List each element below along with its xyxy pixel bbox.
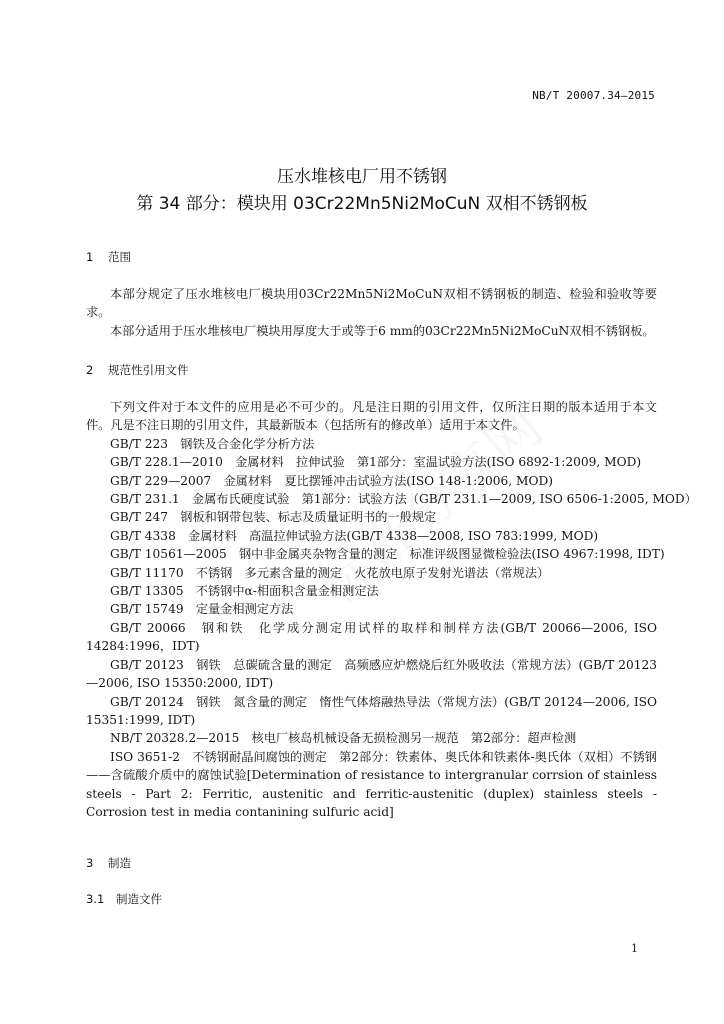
standard-code: NB/T 20007.34—2015 [532,89,655,102]
reference-item: GB/T 11170 不锈钢 多元素含量的测定 火花放电原子发射光谱法（常规法） [110,565,550,580]
section-1-body [86,285,657,340]
intro-paragraph: 下列文件对于本文件的应用是必不可少的。凡是注日期的引用文件，仅所注日期的版本适用于本文件。凡是不注日期的引用文件，其最新版本（包括所有的修改单）适用于本文件。 [86,400,657,433]
section-3-heading [86,855,131,871]
reference-item: GB/T 231.1 金属布氏硬度试验 第1部分：试验方法（GB/T 231.1—2009, ISO 6506-1:2005, MOD） [110,492,697,507]
section-number: 1 [86,250,94,264]
section-title: 制造文件 [116,892,162,906]
reference-item: ISO 3651-2 不锈钢耐晶间腐蚀的测定 第2部分：铁素体、奥氏体和铁素体-奥氏体（双相）不锈钢——含硫酸介质中的腐蚀试验[Determination of resistance to intergranular corrsion of stainless steels - Part 2: Ferritic, austenitic and ferritic-austenitic (duplex) stainless steels - Corrosion test in media contanining sulfuric acid] [86,749,657,819]
reference-item: GB/T 223 钢铁及合金化学分析方法 [110,436,315,451]
section-title: 制造 [108,856,131,870]
section-number: 2 [86,363,94,377]
reference-item: NB/T 20328.2—2015 核电厂核岛机械设备无损检测另一规范 第2部分：超声检测 [110,731,577,746]
reference-item: GB/T 20066 钢和铁 化学成分测定用试样的取样和制样方法(GB/T 20066—2006, ISO 14284:1996，IDT) [86,620,657,654]
reference-item: GB/T 228.1—2010 金属材料 拉伸试验 第1部分：室温试验方法(ISO 6892-1:2009, MOD) [110,455,642,470]
document-title-line1: 压水堆核电厂用不锈钢 [277,167,447,187]
section-2-heading [86,362,189,378]
reference-item: GB/T 10561—2005 钢中非金属夹杂物含量的测定 标准评级图显微检验法(ISO 4967:1998, IDT) [110,547,665,562]
section-number: 3.1 [86,892,105,906]
paragraph: 本部分适用于压水堆核电厂模块用厚度大于或等于6 mm的03Cr22Mn5Ni2MoCuN双相不锈钢板。 [110,323,655,338]
reference-item: GB/T 247 钢板和钢带包装、标志及质量证明书的一般规定 [110,510,437,525]
document-title-line2: 第 34 部分：模块用 03Cr22Mn5Ni2MoCuN 双相不锈钢板 [136,194,588,214]
section-2-body [86,398,697,821]
section-1-heading [86,249,131,265]
reference-item: GB/T 20124 钢铁 氮含量的测定 惰性气体熔融热导法（常规方法）(GB/T 20124—2006, ISO 15351:1999, IDT) [86,694,657,727]
section-number: 3 [86,856,94,870]
reference-item: GB/T 15749 定量金相测定方法 [110,602,294,617]
reference-item: GB/T 20123 钢铁 总碳硫含量的测定 高频感应炉燃烧后红外吸收法（常规方法）(GB/T 20123—2006, ISO 15350:2000, IDT) [86,657,657,691]
section-3-1-heading [86,891,162,907]
paragraph: 本部分规定了压水堆核电厂模块用03Cr22Mn5Ni2MoCuN双相不锈钢板的制造、检验和验收等要求。 [86,287,657,320]
reference-item: GB/T 229—2007 金属材料 夏比摆锤冲击试验方法(ISO 148-1:2006, MOD) [110,473,554,488]
page-number: 1 [631,942,638,955]
reference-item: GB/T 13305 不锈钢中α-相面积含量金相测定法 [110,584,379,599]
section-title: 范围 [108,250,131,264]
section-title: 规范性引用文件 [108,363,189,377]
reference-item: GB/T 4338 金属材料 高温拉伸试验方法(GB/T 4338—2008, ISO 783:1999, MOD) [110,528,599,543]
